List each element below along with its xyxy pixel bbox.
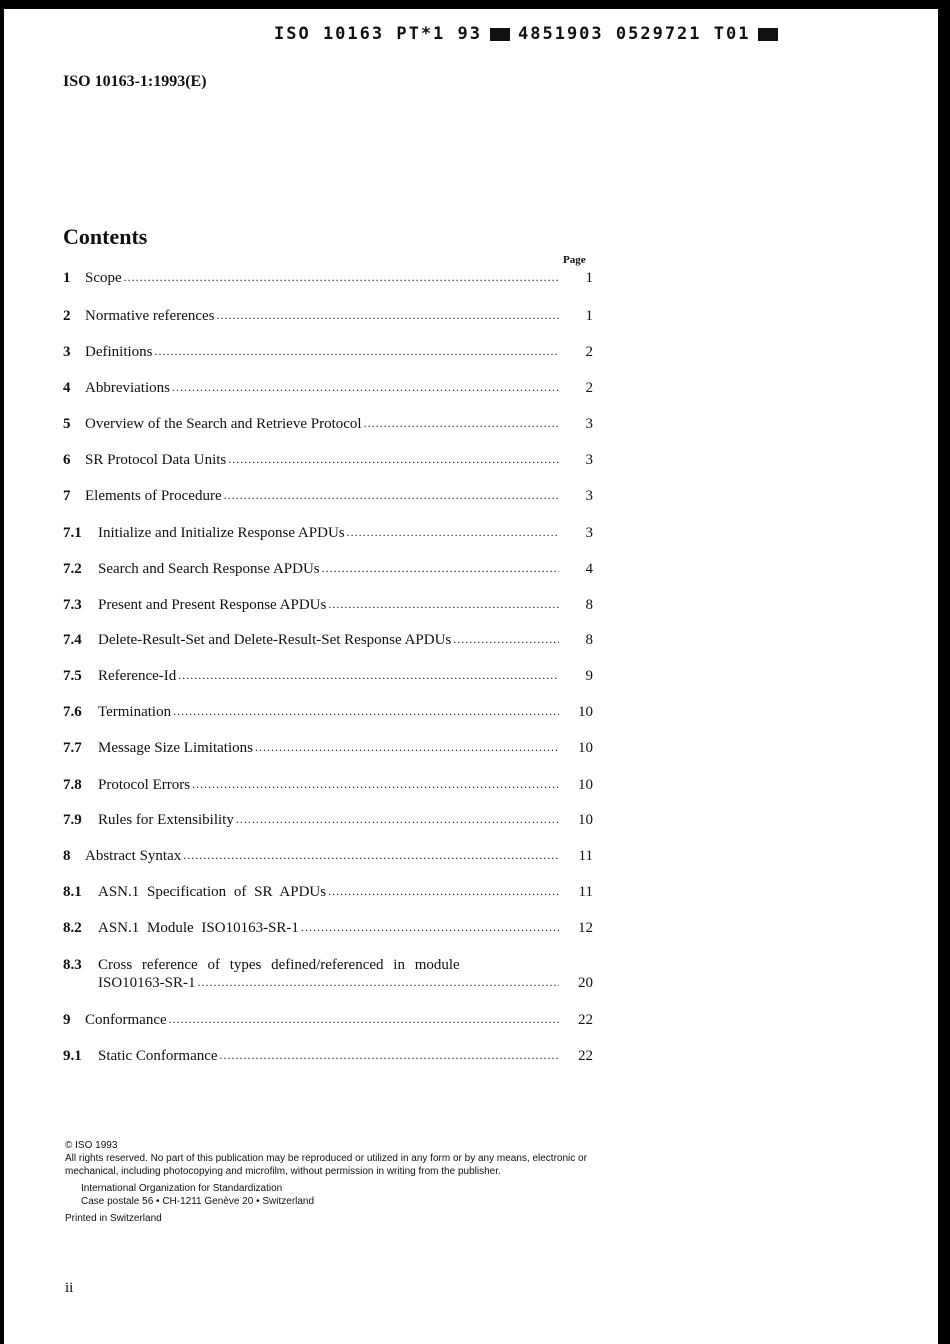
header-code-prefix: ISO 10163 PT*1 93 <box>274 24 482 44</box>
toc-page: 4 <box>585 561 593 577</box>
toc-page: 10 <box>578 777 593 793</box>
page-column-heading: Page <box>563 254 586 266</box>
toc-title: Overview of the Search and Retrieve Protocol <box>85 416 362 432</box>
toc-number: 8.1 <box>63 884 82 900</box>
toc-number: 4 <box>63 380 71 396</box>
header-catalog-code <box>274 24 786 44</box>
toc-leader <box>198 974 559 991</box>
toc-title: Protocol Errors <box>98 777 191 793</box>
toc-leader <box>236 811 559 828</box>
toc-leader <box>328 596 559 613</box>
toc-entry[interactable] <box>63 812 593 834</box>
copyright-footer <box>65 1139 600 1225</box>
toc-number: 7.4 <box>63 632 82 648</box>
toc-number: 9.1 <box>63 1048 82 1064</box>
toc-title: Present and Present Response APDUs <box>98 597 327 613</box>
toc-number: 7.3 <box>63 597 82 613</box>
toc-page: 1 <box>585 270 593 286</box>
toc-leader <box>347 524 559 541</box>
toc-entry[interactable] <box>63 632 593 654</box>
toc-page: 22 <box>578 1012 593 1028</box>
toc-entry[interactable] <box>63 416 593 438</box>
toc-title: Rules for Extensibility <box>98 812 234 828</box>
toc-entry-continuation[interactable] <box>98 975 593 997</box>
toc-number: 7.1 <box>63 525 82 541</box>
toc-page: 10 <box>578 704 593 720</box>
toc-leader <box>155 343 560 360</box>
toc-title: Definitions <box>85 344 153 360</box>
toc-number: 7.8 <box>63 777 82 793</box>
toc-leader <box>220 1047 559 1064</box>
toc-title: Termination <box>98 704 172 720</box>
toc-number: 2 <box>63 308 71 324</box>
toc-title: Abstract Syntax <box>85 848 182 864</box>
toc-entry[interactable] <box>63 270 593 292</box>
toc-page: 8 <box>585 632 593 648</box>
toc-page: 3 <box>585 416 593 432</box>
toc-number: 5 <box>63 416 71 432</box>
toc-leader <box>322 560 559 577</box>
toc-entry[interactable] <box>63 884 593 906</box>
toc-number: 8.3 <box>63 957 82 973</box>
toc-number: 7.6 <box>63 704 82 720</box>
toc-page: 12 <box>578 920 593 936</box>
toc-leader <box>173 703 559 720</box>
toc-page: 2 <box>585 380 593 396</box>
toc-number: 3 <box>63 344 71 360</box>
toc-entry[interactable] <box>63 525 593 547</box>
toc-page: 3 <box>585 452 593 468</box>
toc-page: 8 <box>585 597 593 613</box>
toc-entry[interactable] <box>63 777 593 799</box>
toc-leader <box>364 415 559 432</box>
toc-leader <box>178 667 559 684</box>
toc-page: 10 <box>578 812 593 828</box>
toc-number: 6 <box>63 452 71 468</box>
toc-page: 22 <box>578 1048 593 1064</box>
document-id: ISO 10163-1:1993(E) <box>63 73 207 90</box>
copyright-notice: © ISO 1993 <box>65 1140 118 1151</box>
toc-title: Scope <box>85 270 122 286</box>
toc-leader <box>217 307 559 324</box>
toc-entry[interactable] <box>63 848 593 870</box>
toc-number: 7.9 <box>63 812 82 828</box>
printed-in: Printed in Switzerland <box>65 1213 162 1224</box>
toc-page: 2 <box>585 344 593 360</box>
toc-leader <box>124 269 559 286</box>
toc-entry[interactable] <box>63 920 593 942</box>
toc-page: 3 <box>585 488 593 504</box>
rights-statement: All rights reserved. No part of this publication may be reproduced or utilized in any form or by any means, electronic or mechanical, including photocopying and microfilm, without permission in writing from the publisher. <box>65 1153 587 1177</box>
toc-leader <box>224 487 559 504</box>
toc-leader <box>255 739 559 756</box>
toc-title: Reference-Id <box>98 668 177 684</box>
toc-title: Delete-Result-Set and Delete-Result-Set Response APDUs <box>98 632 452 648</box>
toc-entry[interactable] <box>63 488 593 510</box>
toc-number: 1 <box>63 270 71 286</box>
toc-number: 8.2 <box>63 920 82 936</box>
toc-title: Static Conformance <box>98 1048 218 1064</box>
scan-border-top <box>0 0 950 9</box>
toc-number: 9 <box>63 1012 71 1028</box>
toc-leader <box>228 451 559 468</box>
header-code-mid: 4851903 0529721 T01 <box>518 24 751 44</box>
toc-page: 10 <box>578 740 593 756</box>
toc-title: Search and Search Response APDUs <box>98 561 320 577</box>
toc-leader <box>169 1011 559 1028</box>
toc-title: Initialize and Initialize Response APDUs <box>98 525 345 541</box>
toc-page: 11 <box>578 884 593 900</box>
toc-title: Normative references <box>85 308 215 324</box>
toc-number: 7.7 <box>63 740 82 756</box>
toc-page: 20 <box>578 975 593 991</box>
toc-page: 9 <box>585 668 593 684</box>
toc-title-continuation: ISO10163-SR-1 <box>98 975 196 991</box>
toc-entry[interactable] <box>63 740 593 762</box>
toc-leader <box>172 379 559 396</box>
toc-leader <box>192 776 559 793</box>
toc-title: ASN.1 Module ISO10163-SR-1 <box>98 920 299 936</box>
toc-entry[interactable] <box>63 452 593 474</box>
contents-title: Contents <box>63 224 148 249</box>
toc-entry[interactable] <box>63 597 593 619</box>
toc-entry[interactable] <box>63 668 593 690</box>
header-block-mark <box>758 28 778 41</box>
scan-border-left <box>0 0 4 1344</box>
organization-name: International Organization for Standardization <box>81 1183 283 1194</box>
toc-number: 7.5 <box>63 668 82 684</box>
toc-title: Conformance <box>85 1012 167 1028</box>
toc-title: ASN.1 Specification of SR APDUs <box>98 884 327 900</box>
toc-entry[interactable] <box>63 704 593 726</box>
toc-leader <box>301 919 559 936</box>
page-number: ii <box>65 1280 74 1296</box>
toc-title: Elements of Procedure <box>85 488 222 504</box>
toc-leader <box>453 631 559 648</box>
toc-page: 1 <box>585 308 593 324</box>
toc-number: 7.2 <box>63 561 82 577</box>
toc-number: 8 <box>63 848 71 864</box>
toc-entry[interactable] <box>63 1048 593 1070</box>
toc-entry[interactable] <box>63 1012 593 1034</box>
organization-address: Case postale 56 • CH-1211 Genève 20 • Switzerland <box>81 1196 315 1207</box>
toc-title: Cross reference of types defined/referenced in module <box>98 957 460 973</box>
toc-page: 11 <box>578 848 593 864</box>
toc-title: Message Size Limitations <box>98 740 253 756</box>
toc-leader <box>183 847 559 864</box>
toc-entry[interactable] <box>63 561 593 583</box>
scan-border-right <box>938 0 950 1344</box>
toc-leader <box>328 883 559 900</box>
toc-title: Abbreviations <box>85 380 170 396</box>
toc-number: 7 <box>63 488 71 504</box>
toc-entry[interactable] <box>63 308 593 330</box>
toc-entry[interactable] <box>63 380 593 402</box>
toc-title: SR Protocol Data Units <box>85 452 227 468</box>
toc-entry[interactable] <box>63 344 593 366</box>
toc-page: 3 <box>585 525 593 541</box>
header-block-mark <box>490 28 510 41</box>
